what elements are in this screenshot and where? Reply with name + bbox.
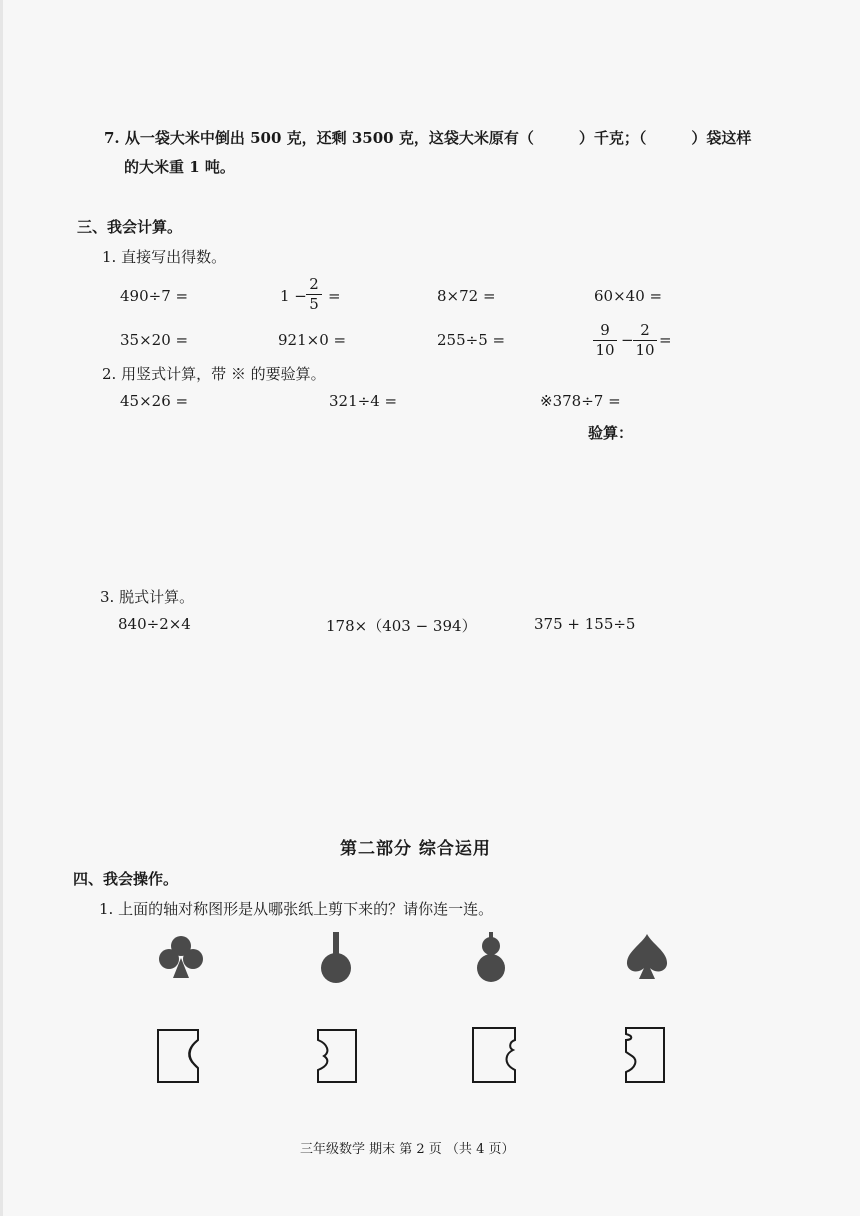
gourd-icon xyxy=(474,930,508,984)
calc-b-whole: 1 − xyxy=(280,287,307,305)
calc-g: 255÷5 = xyxy=(437,331,506,349)
section3-title: 三、我会计算。 xyxy=(77,218,183,236)
folded-paper-icon xyxy=(314,1026,360,1086)
folded-paper-icon xyxy=(156,1026,202,1086)
calc-h-fraction2 xyxy=(633,322,657,359)
stepwise-calc-a: 840÷2×4 xyxy=(118,615,191,633)
section3-p3-title: 3. 脱式计算。 xyxy=(100,588,195,606)
calc-d: 60×40 = xyxy=(594,287,663,305)
fraction-numerator: 9 xyxy=(600,321,610,339)
stepwise-calc-c: 375 + 155÷5 xyxy=(534,615,636,633)
page-edge xyxy=(0,0,3,1216)
fraction-denominator: 5 xyxy=(309,295,319,313)
section3-p1-title: 1. 直接写出得数。 xyxy=(102,248,227,266)
vertical-calc-b: 321÷4 = xyxy=(329,392,398,410)
club-icon xyxy=(157,932,205,982)
calc-b-fraction xyxy=(306,276,322,313)
calc-f: 921×0 = xyxy=(278,331,347,349)
check-label: 验算： xyxy=(588,424,634,442)
fraction-denominator: 10 xyxy=(635,341,655,359)
section3-p2-title: 2. 用竖式计算，带 ※ 的要验算。 xyxy=(102,365,326,383)
page-footer: 三年级数学 期末 第 2 页 （共 4 页） xyxy=(300,1142,515,1157)
vertical-calc-a: 45×26 = xyxy=(120,392,189,410)
fraction-numerator: 2 xyxy=(309,275,319,293)
calc-e: 35×20 = xyxy=(120,331,189,349)
stepwise-calc-b: 178×（403 − 394） xyxy=(326,617,477,635)
q7-line2: 的大米重 1 吨。 xyxy=(124,158,235,176)
folded-paper-icon xyxy=(471,1024,519,1086)
vertical-calc-c: ※378÷7 = xyxy=(540,392,621,410)
section4-p1-title: 1. 上面的轴对称图形是从哪张纸上剪下来的？请你连一连。 xyxy=(99,900,494,918)
mirror-icon xyxy=(317,930,355,984)
folded-paper-icon xyxy=(622,1024,668,1086)
calc-c: 8×72 = xyxy=(437,287,496,305)
calc-a: 490÷7 = xyxy=(120,287,189,305)
section4-title: 四、我会操作。 xyxy=(73,870,179,888)
spade-icon xyxy=(624,932,670,982)
part2-title: 第二部分 综合运用 xyxy=(340,839,491,859)
fraction-denominator: 10 xyxy=(595,341,615,359)
calc-h-fraction1 xyxy=(593,322,617,359)
calc-b-equals: = xyxy=(328,287,341,305)
calc-h-equals: = xyxy=(659,331,672,349)
fraction-numerator: 2 xyxy=(640,321,650,339)
calc-h-minus: − xyxy=(621,331,634,349)
q7-line1: 7. 从一袋大米中倒出 500 克，还剩 3500 克，这袋大米原有（ ）千克；（ ）袋这样 xyxy=(104,129,752,147)
